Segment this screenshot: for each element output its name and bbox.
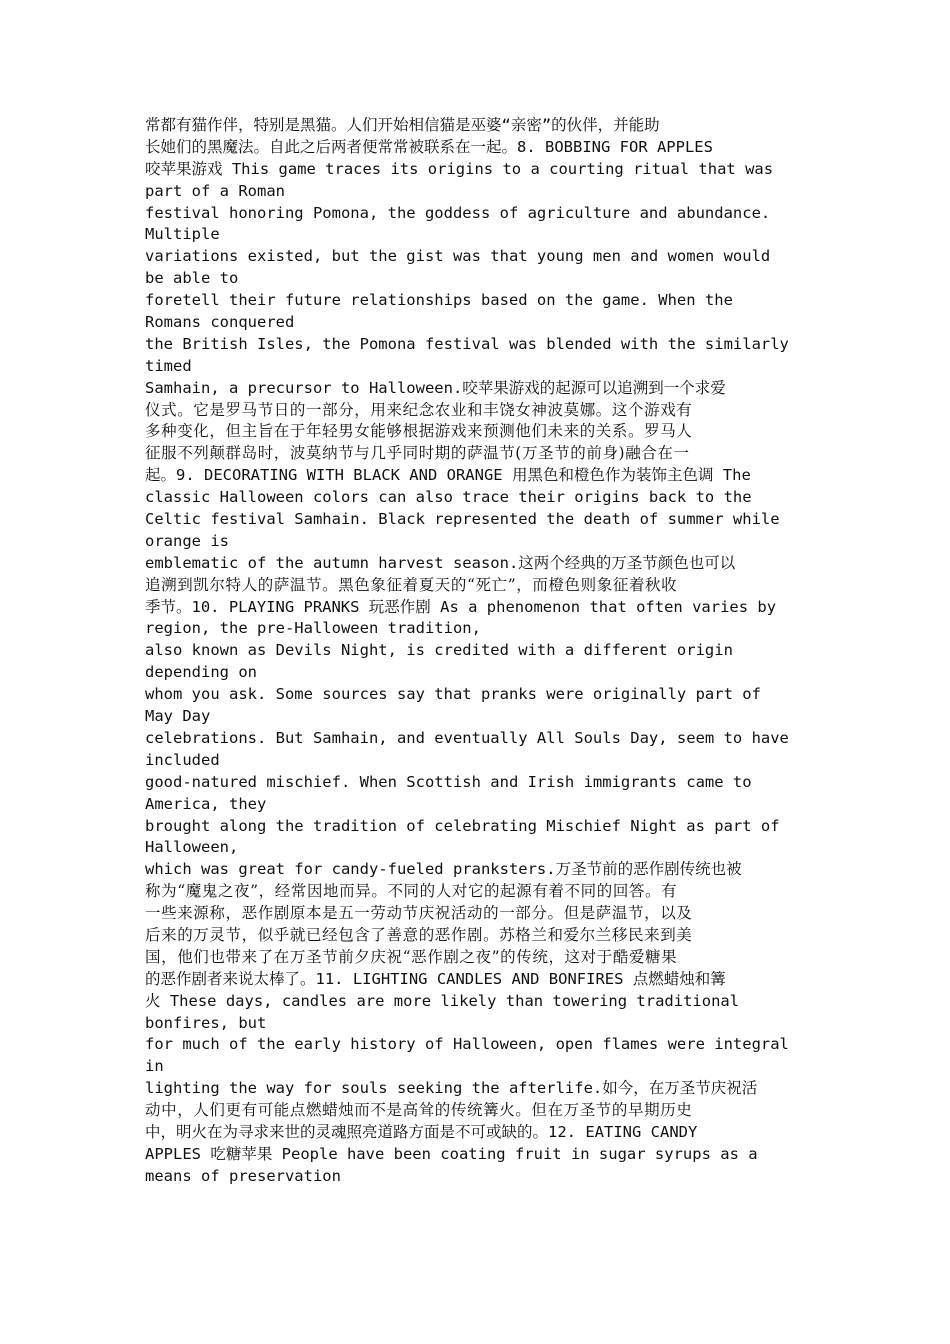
text-line: for much of the early history of Halloween, open flames were integral: [145, 1035, 789, 1054]
text-line: 仪式。它是罗马节日的一部分，用来纪念农业和丰饶女神波莫娜。这个游戏有: [145, 400, 693, 419]
text-line: 国，他们也带来了在万圣节前夕庆祝“恶作剧之夜”的传统，这对于酷爱糖果: [145, 947, 678, 966]
text-line: included: [145, 750, 220, 769]
text-line: 的恶作剧者来说太棒了。11. LIGHTING CANDLES AND BONFIRES 点燃蜡烛和篝: [145, 969, 726, 988]
text-line: 征服不列颠群岛时，波莫纳节与几乎同时期的萨温节(万圣节的前身)融合在一: [145, 444, 690, 463]
text-line: which was great for candy-fueled pranksters.万圣节前的恶作剧传统也被: [145, 860, 742, 879]
text-line: 动中，人们更有可能点燃蜡烛而不是高耸的传统篝火。但在万圣节的早期历史: [145, 1101, 693, 1120]
text-line: 长她们的黑魔法。自此之后两者便常常被联系在一起。8. BOBBING FOR APPLES: [145, 137, 713, 156]
text-line: bonfires, but: [145, 1013, 267, 1032]
text-line: whom you ask. Some sources say that pranks were originally part of: [145, 685, 761, 704]
text-line: 季节。10. PLAYING PRANKS 玩恶作剧 As a phenomenon that often varies by: [145, 597, 777, 616]
text-line: part of a Roman: [145, 181, 285, 200]
text-line: celebrations. But Samhain, and eventually All Souls Day, seem to have: [145, 728, 789, 747]
text-line: depending on: [145, 663, 257, 682]
text-line: classic Halloween colors can also trace their origins back to the: [145, 488, 752, 507]
text-line: 一些来源称，恶作剧原本是五一劳动节庆祝活动的一部分。但是萨温节，以及: [145, 904, 693, 923]
text-line: also known as Devils Night, is credited with a different origin: [145, 641, 733, 660]
text-line: timed: [145, 356, 192, 375]
text-line: Multiple: [145, 225, 220, 244]
text-line: foretell their future relationships based on the game. When the: [145, 291, 733, 310]
text-line: Samhain, a precursor to Halloween.咬苹果游戏的起源可以追溯到一个求爱: [145, 378, 726, 397]
text-line: 咬苹果游戏 This game traces its origins to a courting ritual that was: [145, 159, 774, 178]
text-line: 常都有猫作伴，特别是黑猫。人们开始相信猫是巫婆“亲密”的伙伴，并能助: [145, 116, 660, 134]
document-body: [145, 115, 810, 1188]
text-line: in: [145, 1057, 164, 1076]
text-line: be able to: [145, 269, 239, 288]
text-line: means of preservation: [145, 1166, 341, 1185]
text-line: APPLES 吃糖苹果 People have been coating fruit in sugar syrups as a: [145, 1144, 758, 1163]
text-line: lighting the way for souls seeking the afterlife.如今，在万圣节庆祝活: [145, 1079, 758, 1098]
text-line: brought along the tradition of celebrating Mischief Night as part of: [145, 816, 780, 835]
text-line: festival honoring Pomona, the goddess of agriculture and abundance.: [145, 203, 771, 222]
text-line: May Day: [145, 707, 211, 726]
text-line: America, they: [145, 794, 267, 813]
text-line: variations existed, but the gist was that young men and women would: [145, 247, 771, 266]
text-line: Romans conquered: [145, 313, 295, 332]
text-line: good-natured mischief. When Scottish and Irish immigrants came to: [145, 772, 752, 791]
text-line: 起。9. DECORATING WITH BLACK AND ORANGE 用黑色和橙色作为装饰主色调 The: [145, 466, 751, 485]
text-line: 多种变化，但主旨在于年轻男女能够根据游戏来预测他们未来的关系。罗马人: [145, 422, 693, 441]
text-line: 称为“魔鬼之夜”，经常因地而异。不同的人对它的起源有着不同的回答。有: [145, 882, 678, 901]
text-line: Celtic festival Samhain. Black represented the death of summer while: [145, 510, 780, 529]
text-line: 火 These days, candles are more likely than towering traditional: [145, 991, 740, 1010]
text-line: 后来的万灵节，似乎就已经包含了善意的恶作剧。苏格兰和爱尔兰移民来到美: [145, 925, 693, 944]
text-line: region, the pre-Halloween tradition,: [145, 619, 481, 638]
text-line: the British Isles, the Pomona festival was blended with the similarly: [145, 334, 789, 353]
text-line: 中，明火在为寻求来世的灵魂照亮道路方面是不可或缺的。12. EATING CANDY: [145, 1122, 698, 1141]
text-line: Halloween,: [145, 838, 239, 857]
text-line: orange is: [145, 531, 229, 550]
text-line: 追溯到凯尔特人的萨温节。黑色象征着夏天的“死亡”，而橙色则象征着秋收: [145, 575, 678, 594]
text-line: emblematic of the autumn harvest season.这两个经典的万圣节颜色也可以: [145, 553, 736, 572]
